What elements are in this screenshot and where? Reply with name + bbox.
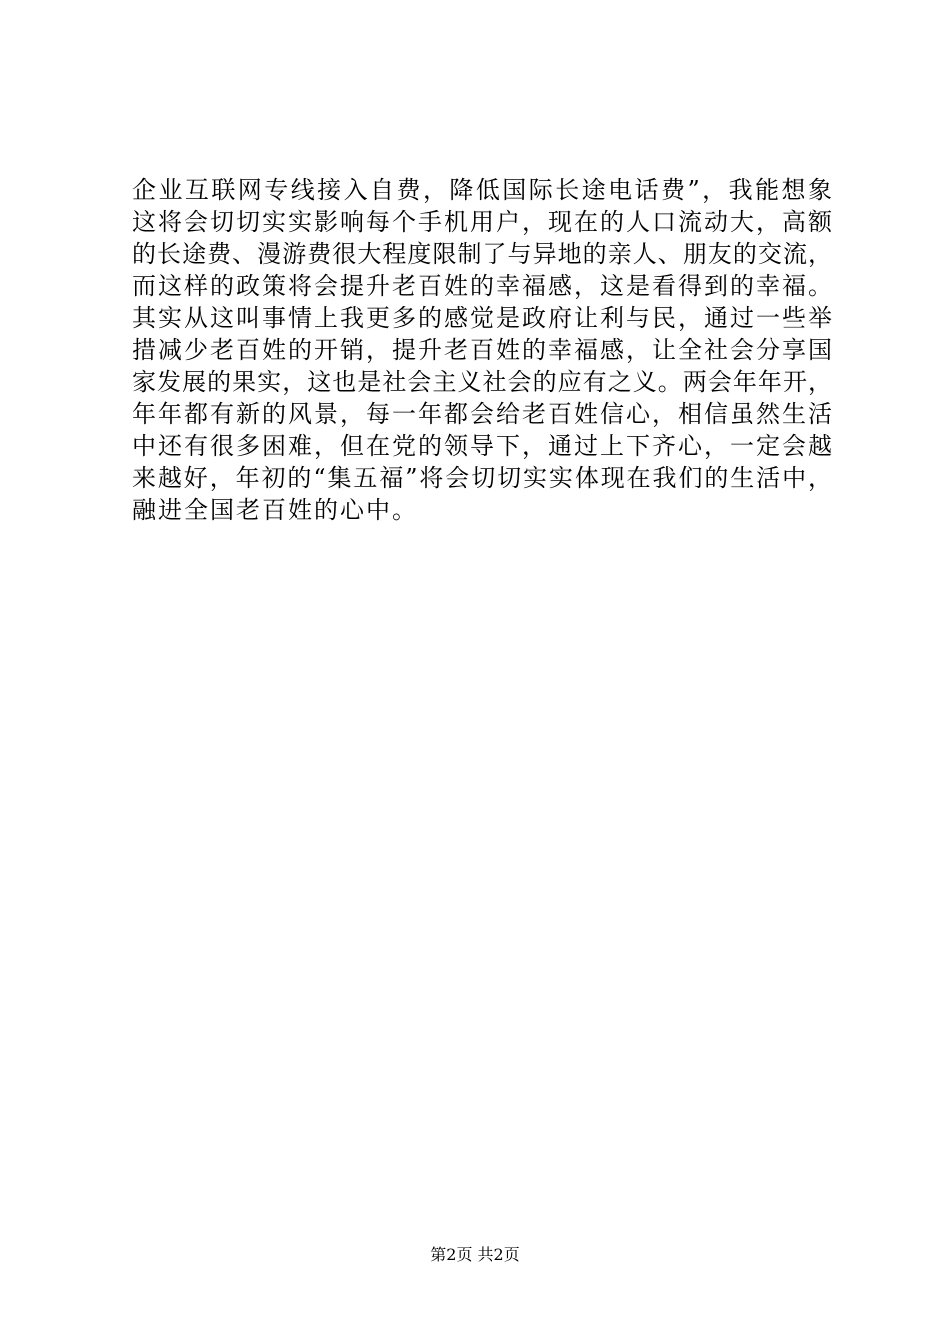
page-number-footer: 第2页 共2页: [430, 1245, 520, 1264]
text-line: 中还有很多困难，但在党的领导下，通过上下齐心，一定会越: [132, 432, 832, 460]
text-line: 年年都有新的风景，每一年都会给老百姓信心，相信虽然生活: [132, 400, 832, 428]
text-line: 来越好，年初的“集五福”将会切切实实体现在我们的生活中，: [132, 464, 832, 492]
text-line: 而这样的政策将会提升老百姓的幸福感，这是看得到的幸福。: [132, 272, 832, 300]
text-line: 其实从这叫事情上我更多的感觉是政府让利与民，通过一些举: [132, 304, 832, 332]
text-line: 措减少老百姓的开销，提升老百姓的幸福感，让全社会分享国: [132, 336, 832, 364]
text-line: 的长途费、漫游费很大程度限制了与异地的亲人、朋友的交流，: [132, 240, 832, 268]
text-line: 这将会切切实实影响每个手机用户，现在的人口流动大，高额: [132, 208, 832, 236]
text-line: 家发展的果实，这也是社会主义社会的应有之义。两会年年开，: [132, 368, 832, 396]
text-line: 企业互联网专线接入自费，降低国际长途电话费”，我能想象: [132, 176, 832, 204]
body-paragraph: [132, 174, 832, 526]
text-line: 融进全国老百姓的心中。: [132, 496, 418, 524]
